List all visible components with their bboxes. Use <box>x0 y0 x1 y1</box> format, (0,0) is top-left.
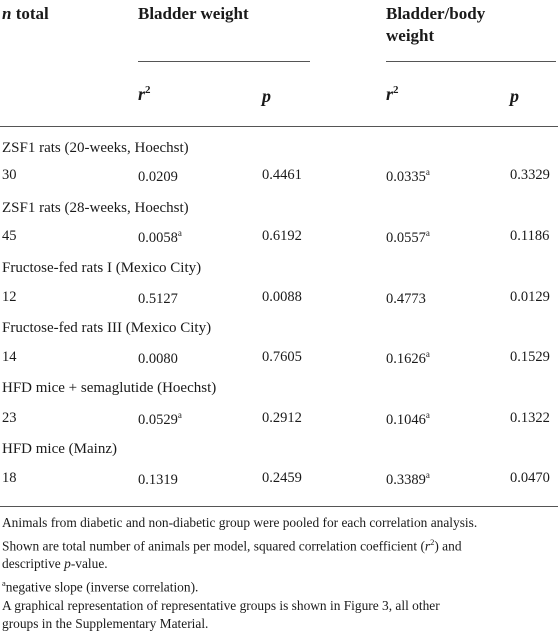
footnote-line: Animals from diabetic and non-diabetic group were pooled for each correlation analysis. <box>2 515 478 530</box>
cell-n: 18 <box>2 470 17 486</box>
header-n-rest: total <box>11 4 49 23</box>
table-bottom-rule <box>0 506 558 507</box>
subheader-bbw-p: p <box>510 86 519 106</box>
header-bladder-body-line2: weight <box>386 26 435 45</box>
footnote-line: A graphical representation of representative groups is shown in Figure 3, all other <box>2 597 440 613</box>
group-label: Fructose-fed rats I (Mexico City) <box>2 260 202 276</box>
subheader-bbw-r2: $r^2$ <box>386 84 399 104</box>
group-label: Fructose-fed rats III (Mexico City) <box>2 320 212 336</box>
cell-n: 23 <box>2 410 17 426</box>
header-n-total <box>2 3 49 25</box>
subheader-bw-r2: $r^2$ <box>138 84 151 104</box>
cell-n: 30 <box>2 167 17 183</box>
cell-bw-r2: 0.5127 <box>138 290 178 307</box>
cell-bbw-p: 0.0129 <box>510 289 550 305</box>
cell-bbw-r2: 0.0557$^a$ <box>386 228 430 246</box>
cell-bw-p: 0.4461 <box>262 167 302 183</box>
header-n-italic: n <box>2 4 12 23</box>
cell-bw-r2: 0.0058$^a$ <box>138 228 182 246</box>
header-underline-bladder-body <box>386 61 556 62</box>
group-label: HFD mice + semaglutide (Hoechst) <box>2 380 217 396</box>
group-label: HFD mice (Mainz) <box>2 441 117 457</box>
table-footnotes <box>2 514 558 634</box>
header-bottom-rule <box>0 126 558 127</box>
header-bladder-body-weight <box>386 3 485 47</box>
cell-bbw-p: 0.1322 <box>510 410 550 426</box>
cell-bbw-r2: 0.1626$^a$ <box>386 349 430 367</box>
header-bladder-body-line1: Bladder/body <box>386 4 486 23</box>
cell-bbw-r2: 0.0335$^a$ <box>386 167 430 185</box>
cell-bw-p: 0.2912 <box>262 410 302 426</box>
cell-bw-r2: 0.0080 <box>138 350 178 367</box>
cell-bw-p: 0.2459 <box>262 470 302 486</box>
footnote-line: descriptive p-value. <box>2 556 108 572</box>
cell-bbw-p: 0.1186 <box>510 228 550 244</box>
cell-bw-r2: 0.0209 <box>138 168 178 185</box>
cell-n: 45 <box>2 228 17 244</box>
cell-bw-r2: 0.0529$^a$ <box>138 410 182 428</box>
footnote-line: groups in the Supplementary Material. <box>2 616 209 632</box>
cell-bw-p: 0.7605 <box>262 349 302 365</box>
header-underline-bladder <box>138 61 310 62</box>
cell-n: 12 <box>2 289 17 305</box>
cell-bbw-p: 0.0470 <box>510 470 550 486</box>
group-label: ZSF1 rats (28-weeks, Hoechst) <box>2 200 189 216</box>
cell-bbw-p: 0.1529 <box>510 349 550 365</box>
cell-bbw-r2: 0.3389$^a$ <box>386 470 430 488</box>
header-bladder-weight: Bladder weight <box>138 4 249 23</box>
cell-bw-p: 0.6192 <box>262 228 302 244</box>
cell-bw-p: 0.0088 <box>262 289 302 305</box>
footnote-line: Shown are total number of animals per model, squared correlation coefficient $(r^2)$ and <box>2 536 462 553</box>
cell-bbw-r2: 0.4773 <box>386 290 426 307</box>
footnote-line: $^a$negative slope (inverse correlation). <box>2 577 199 595</box>
cell-bw-r2: 0.1319 <box>138 471 178 488</box>
cell-bbw-p: 0.3329 <box>510 167 550 183</box>
cell-bbw-r2: 0.1046$^a$ <box>386 410 430 428</box>
group-label: ZSF1 rats (20-weeks, Hoechst) <box>2 140 189 156</box>
cell-n: 14 <box>2 349 17 365</box>
subheader-bw-p: p <box>262 86 271 106</box>
